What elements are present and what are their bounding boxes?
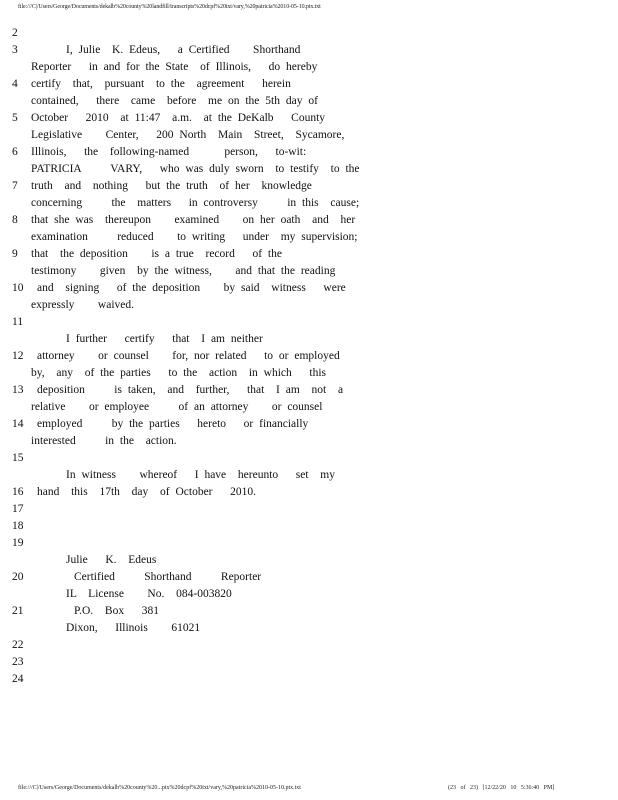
line-number: 5: [12, 112, 18, 124]
transcript-line: In witness whereof I have hereunto set my: [66, 469, 335, 481]
transcript-line: Illinois, the following-named person, to-wit:: [31, 146, 307, 158]
line-number: 9: [12, 248, 18, 260]
transcript-line: expressly waived.: [31, 299, 135, 311]
line-number: 7: [12, 180, 18, 192]
line-number: 15: [12, 452, 24, 464]
transcript-line: that she was thereupon examined on her oath and her: [31, 214, 356, 226]
transcript-line: employed by the parties hereto or financially: [37, 418, 309, 430]
transcript-line: testimony given by the witness, and that the reading: [31, 265, 336, 277]
line-number: 3: [12, 44, 18, 56]
transcript-line: Julie K. Edeus: [66, 554, 157, 566]
transcript-line: IL License No. 084-003820: [66, 588, 232, 600]
transcript-line: Legislative Center, 200 North Main Street, Sycamore,: [31, 129, 345, 141]
transcript-line: Certified Shorthand Reporter: [74, 571, 262, 583]
transcript-line: certify that, pursuant to the agreement herein: [31, 78, 291, 90]
line-number: 10: [12, 282, 24, 294]
transcript-line: October 2010 at 11:47 a.m. at the DeKalb County: [31, 112, 326, 124]
page-info-footer: (23 of 23) [12/22/20 10 5:36:40 PM]: [448, 785, 555, 791]
file-path-header: file:///C|/Users/George/Documents/dekalb%20county%20landfill/transcripts%20dcpf%20txt/vary,%20patricia%2010-05-10.ptx.txt: [18, 4, 321, 10]
line-number: 22: [12, 639, 24, 651]
transcript-line: Dixon, Illinois 61021: [66, 622, 201, 634]
transcript-line: truth and nothing but the truth of her knowledge: [31, 180, 312, 192]
line-number: 19: [12, 537, 24, 549]
transcript-line: that the deposition is a true record of the: [31, 248, 282, 260]
file-path-footer: file:///C|/Users/George/Documents/dekalb%20county%20...ptx%20dcpf%20txt/vary,%20patricia%2010-05-10.ptx.txt: [18, 785, 301, 791]
line-number: 11: [12, 316, 24, 328]
line-number: 23: [12, 656, 24, 668]
line-number: 21: [12, 605, 24, 617]
line-number: 18: [12, 520, 24, 532]
transcript-line: examination reduced to writing under my supervision;: [31, 231, 358, 243]
transcript-line: P.O. Box 381: [74, 605, 159, 617]
line-number: 13: [12, 384, 24, 396]
transcript-line: contained, there came before me on the 5th day of: [31, 95, 318, 107]
transcript-line: I, Julie K. Edeus, a Certified Shorthand: [66, 44, 301, 56]
transcript-line: Reporter in and for the State of Illinois, do hereby: [31, 61, 318, 73]
line-number: 12: [12, 350, 24, 362]
transcript-line: and signing of the deposition by said witness were: [37, 282, 346, 294]
transcript-line: interested in the action.: [31, 435, 177, 447]
line-number: 2: [12, 27, 18, 39]
transcript-line: deposition is taken, and further, that I am not a: [37, 384, 344, 396]
transcript-line: relative or employee of an attorney or counsel: [31, 401, 323, 413]
transcript-line: concerning the matters in controversy in this cause;: [31, 197, 360, 209]
transcript-line: by, any of the parties to the action in which this: [31, 367, 327, 379]
line-number: 17: [12, 503, 24, 515]
transcript-line: PATRICIA VARY, who was duly sworn to testify to the: [31, 163, 360, 175]
line-number: 20: [12, 571, 24, 583]
line-number: 4: [12, 78, 18, 90]
line-number: 24: [12, 673, 24, 685]
transcript-line: hand this 17th day of October 2010.: [37, 486, 257, 498]
line-number: 14: [12, 418, 24, 430]
line-number: 6: [12, 146, 18, 158]
line-number: 16: [12, 486, 24, 498]
transcript-line: attorney or counsel for, nor related to or employed: [37, 350, 340, 362]
line-number: 8: [12, 214, 18, 226]
transcript-line: I further certify that I am neither: [66, 333, 263, 345]
